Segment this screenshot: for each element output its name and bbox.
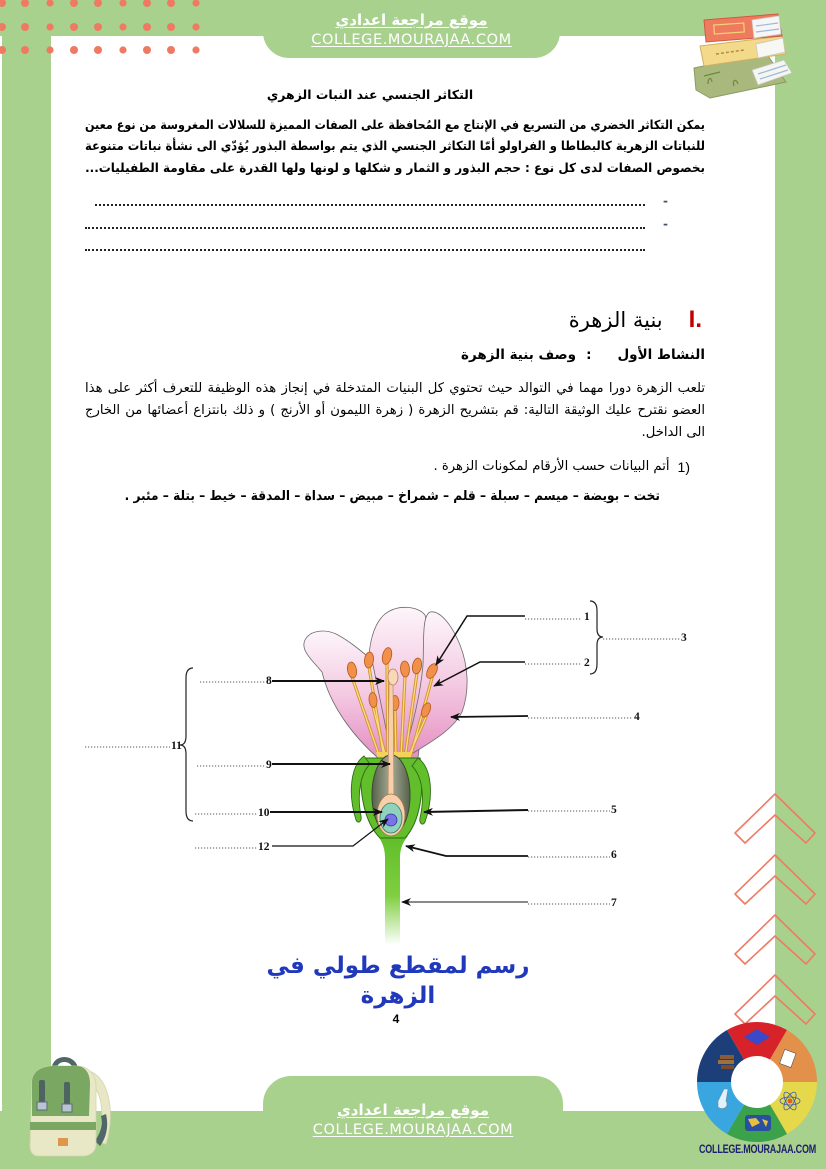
page-number: 4	[392, 1012, 400, 1026]
flower-longitudinal-section-diagram	[60, 585, 720, 950]
header-site-banner[interactable]	[263, 0, 560, 58]
label-6: 6	[611, 849, 617, 861]
label-2: 2	[584, 657, 590, 669]
label-10: 10	[258, 807, 270, 819]
label-3: 3	[681, 632, 687, 644]
label-9: 9	[266, 759, 272, 771]
footer-site-url[interactable]: COLLEGE.MOURAJAA.COM	[312, 1122, 514, 1138]
section-number: I.	[688, 306, 702, 333]
section-title: بنية الزهرة	[568, 308, 663, 332]
label-7: 7	[611, 897, 617, 909]
stigma	[388, 669, 398, 685]
question-number: 1)	[677, 458, 690, 475]
answer-line-2	[85, 227, 645, 229]
books-stack-icon	[686, 6, 800, 100]
style	[388, 684, 394, 800]
header-site-url[interactable]: COLLEGE.MOURAJAA.COM	[311, 32, 512, 48]
intro-paragraph-line-3: بخصوص الصفات لدى كل نوع : حجم البذور و الثمار و شكلها و لونها ولها القدرة على مقاومة الطفيليات...	[85, 160, 705, 175]
logo-site-url[interactable]: COLLEGE.MOURAJAA.COM	[699, 1142, 816, 1156]
dot-pattern-decoration	[0, 0, 205, 58]
diagram-caption: رسم لمقطع طولي في الزهرة	[266, 953, 530, 1009]
stem	[378, 836, 408, 945]
chevron-up-icons	[730, 785, 826, 1035]
answer-line-3	[85, 249, 645, 251]
answer-line-1	[95, 204, 645, 206]
flower-illustration	[304, 607, 467, 945]
books-icon	[720, 1055, 734, 1059]
answer-bullet-1: -	[663, 194, 668, 208]
education-logo-icon[interactable]	[690, 1015, 826, 1151]
left-frame-band	[2, 0, 51, 1169]
intro-title: التكاثر الجنسي عند النبات الزهري	[266, 87, 474, 102]
label-5: 5	[611, 804, 617, 816]
label-1: 1	[584, 611, 590, 623]
terms-word-bank: تخت – بويضة – ميسم – سبلة – قلم – شمراخ – مبيض – سداة – المدقة – خيط – بتلة – مئبر .	[125, 489, 660, 504]
footer-site-name[interactable]: موقع مراجعة اعدادي	[337, 1101, 489, 1119]
question-text: أتم البيانات حسب الأرقام لمكونات الزهرة .	[433, 459, 670, 474]
activity-heading	[461, 345, 705, 365]
answer-bullet-2: -	[663, 217, 668, 231]
intro-paragraph-line-1: يمكن التكاثر الخضري من التسريع في الإنتاج مع المُحافظة على الصفات المميزة للسلالات المغروسة من نوع معين	[85, 117, 705, 132]
activity-paragraph-line-2: العضو نقترح عليك الوثيقة التالية: قم بتشريح الزهرة ( زهرة الليمون أو الأرنج ) و ذلك بانتزاع أعضائها من الخارج	[85, 403, 705, 418]
brace-pistil	[180, 668, 193, 821]
section-heading	[569, 305, 702, 335]
activity-paragraph-line-3: الى الداخل.	[641, 425, 705, 440]
backpack-icon	[14, 1052, 114, 1158]
activity-label: النشاط الأول	[617, 347, 705, 363]
question-1	[433, 456, 690, 477]
label-8: 8	[266, 675, 272, 687]
label-11: 11	[171, 740, 182, 752]
label-12: 12	[258, 841, 270, 853]
header-site-name[interactable]: موقع مراجعة اعدادي	[335, 11, 488, 29]
activity-title: وصف بنية الزهرة	[461, 347, 577, 363]
intro-paragraph-line-2: للنباتات الزهرية كالبطاطا و الفراولو أمّا التكاثر الجنسي الذي يتم بواسطة البذور يُؤدّي الى نشأة نباتات متنوعة	[85, 138, 705, 153]
label-4: 4	[634, 711, 640, 723]
activity-colon: :	[586, 347, 592, 363]
brace-stamen	[590, 601, 603, 674]
activity-paragraph-line-1: تلعب الزهرة دورا مهما في التوالد حيث تحتوي كل البنيات المتدخلة في إنجاز هذه الوظيفة للتعرف أكثر على هذا	[85, 381, 705, 396]
footer-site-banner[interactable]	[263, 1076, 563, 1169]
